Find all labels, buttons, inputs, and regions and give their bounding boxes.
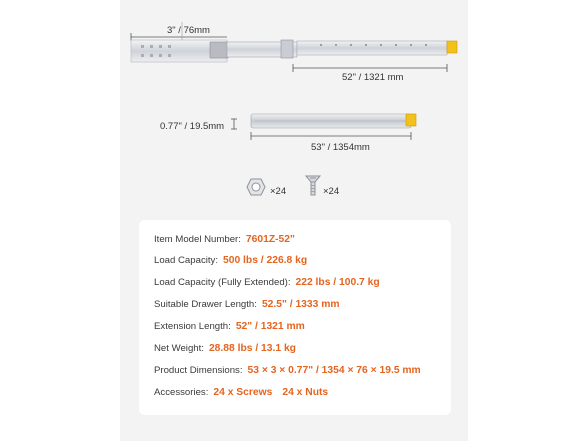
spec-value-secondary: 24 x Nuts [282, 387, 329, 398]
spec-value: 24 x Screws [213, 387, 273, 398]
extended-length-label: 52" / 1321 mm [342, 72, 404, 83]
spec-value: 222 lbs / 100.7 kg [295, 277, 380, 288]
spec-row-product-dimensions [154, 365, 421, 376]
spec-value: 500 lbs / 226.8 kg [223, 255, 308, 266]
spec-label: Item Model Number: [154, 234, 241, 245]
spec-row-model [154, 234, 295, 245]
spec-row-load-capacity-extended [154, 277, 380, 288]
spec-row-net-weight [154, 343, 296, 354]
spec-label: Load Capacity (Fully Extended): [154, 277, 291, 288]
spec-value: 28.88 lbs / 13.1 kg [208, 343, 296, 354]
nut-quantity: ×24 [270, 186, 287, 197]
spec-row-drawer-length [154, 299, 340, 310]
extended-slide-drawing [0, 0, 588, 90]
closed-slide-drawing [0, 100, 588, 160]
spec-value: 7601Z-52" [245, 234, 295, 245]
spec-label: Load Capacity: [154, 255, 218, 266]
spec-label: Product Dimensions: [154, 365, 243, 376]
mount-width-label: 3" / 76mm [167, 25, 210, 36]
spec-label: Net Weight: [154, 343, 204, 354]
spec-value: 53 × 3 × 0.77" / 1354 × 76 × 19.5 mm [247, 365, 421, 376]
spec-label: Accessories: [154, 387, 209, 398]
spec-value: 52.5" / 1333 mm [261, 299, 340, 310]
hex-nut-icon [246, 178, 266, 196]
spec-row-load-capacity [154, 255, 307, 266]
screw-quantity: ×24 [323, 186, 340, 197]
spec-card [139, 220, 451, 415]
spec-label: Suitable Drawer Length: [154, 299, 257, 310]
flat-head-screw-icon [305, 174, 321, 198]
spec-value: 52" / 1321 mm [235, 321, 305, 332]
spec-label: Extension Length: [154, 321, 231, 332]
spec-row-accessories [154, 387, 328, 398]
spec-row-extension-length [154, 321, 305, 332]
height-label: 0.77" / 19.5mm [160, 121, 225, 132]
closed-length-label: 53" / 1354mm [311, 142, 370, 153]
